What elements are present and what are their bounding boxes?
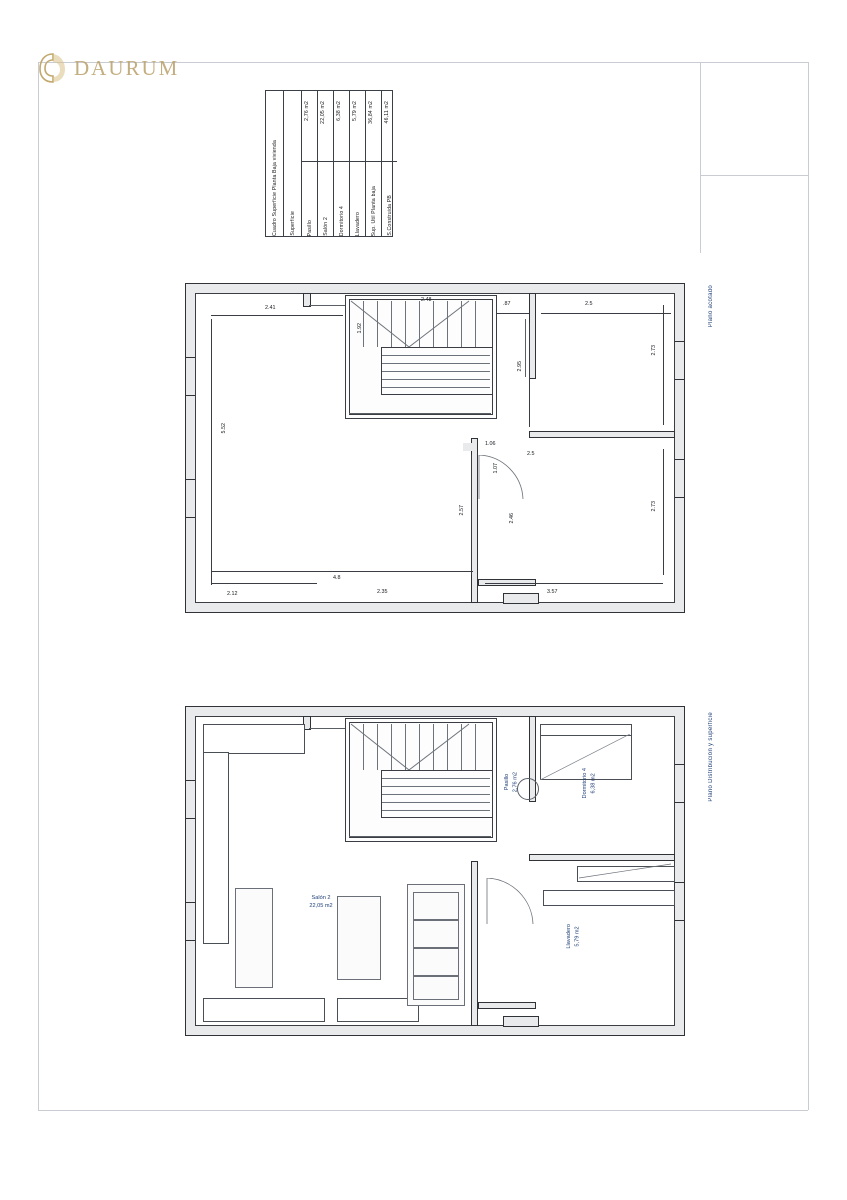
window-opening [185,780,195,781]
window-opening [675,882,685,883]
caption-lower-plan: Plano Distribución y superficie [708,712,714,802]
dimension-text: 2.73 [651,345,657,356]
dimension-text: 2.35 [377,589,388,595]
upper-floor-plan [185,283,685,613]
window-opening [675,459,685,460]
dimension-text: .87 [503,301,511,307]
dimension-line [529,323,530,427]
sheet-border-left [38,62,39,1110]
door-swing-icon [485,878,535,928]
dimension-line [211,315,343,316]
table-row: Salón 2 22,05 m2 [318,91,334,236]
surface-table [265,90,393,237]
appliance [235,888,273,988]
dimension-text: 2.41 [265,305,276,311]
table-row: Sup. Util Planta baja 36,84 m2 [366,91,382,236]
dimension-text: 2.48 [421,297,432,303]
dimension-text: 2.73 [651,501,657,512]
partition-outline [529,293,536,379]
laundry-detail-lines [577,862,673,882]
wall-notch-outline [503,1016,539,1027]
window-opening [185,517,195,518]
window-opening [675,497,685,498]
window-opening [185,395,195,396]
dimension-line [471,455,472,575]
dimension-text: 3.57 [547,589,558,595]
table-header-cell: Cuadro Superficie Planta Baja vivienda [266,91,284,236]
wall-notch-outline [503,593,539,604]
sofa-cushion [413,920,459,948]
room-label-dormitorio: Dormitorio 4 6,38 m2 [582,768,597,799]
dimension-line [663,305,664,425]
laundry-shelf [543,890,675,906]
partition-lower-outline [478,1002,536,1009]
sheet-border-bottom [38,1110,808,1111]
partition-outline [529,431,675,438]
dimension-text: 2.5 [527,451,535,457]
dimension-line [211,571,473,572]
dimension-text: 2.57 [459,505,465,516]
washbasin-icon [517,778,539,800]
window-opening [185,479,195,480]
daurum-arch-logo-icon [38,52,68,84]
window-opening [185,940,195,941]
lower-floor-plan [185,706,685,1036]
window-opening [185,818,195,819]
dimension-line [211,319,212,585]
sofa-cushion [413,948,459,976]
table-row: Pasillo 2,76 m2 [302,91,318,236]
table-column-header: Superficie [284,91,302,236]
counter-top [203,724,305,754]
counter-bottom-left [203,998,325,1022]
dimension-text: 5.52 [221,423,227,434]
dimension-line [497,313,529,314]
partition-middle-outline [471,861,478,1026]
dimension-text: 4.8 [333,575,341,581]
logo-text: DAURUM [74,55,180,80]
sheet-border-right [808,62,809,1110]
dimension-line [211,583,317,584]
dimension-text: 1.07 [493,463,499,474]
dimension-text: 2.95 [517,361,523,372]
room-label-salon: Salón 2 22,05 m2 [309,895,333,910]
window-opening [675,379,685,380]
dimension-text: 1.06 [485,441,496,447]
window-opening [185,357,195,358]
counter-left [203,752,229,944]
logo [38,52,179,84]
wall-line [309,305,349,306]
dimension-line [541,313,671,314]
dimension-text: 1.92 [357,323,363,334]
window-opening [675,341,685,342]
door-swing-icon [477,455,525,503]
sheet-title-rule [700,175,808,176]
table-row: S.Construida PB 46,11 m2 [382,91,397,236]
dimension-text: 2.46 [509,513,515,524]
partition-outline [529,854,675,861]
room-label-llavadero: Llavadero 5,79 m2 [566,924,581,949]
sheet-title-divider [700,62,701,253]
dimension-text: 2.5 [585,301,593,307]
window-opening [675,920,685,921]
window-opening [185,902,195,903]
wall-stub [463,443,473,451]
window-opening [675,764,685,765]
dimension-line [485,583,663,584]
caption-upper-plan: Plano acotado [708,285,714,328]
sofa-cushion [413,892,459,920]
table-row: Dormitorio 4 6,38 m2 [334,91,350,236]
sofa-cushion [413,976,459,1000]
table-row: Llavadero 5,79 m2 [350,91,366,236]
dimension-text: 2.12 [227,591,238,597]
window-opening [675,802,685,803]
room-label-pasillo: Pasillo 2,76 m2 [504,772,519,793]
door-leaf [525,319,526,377]
dimension-line [663,449,664,575]
